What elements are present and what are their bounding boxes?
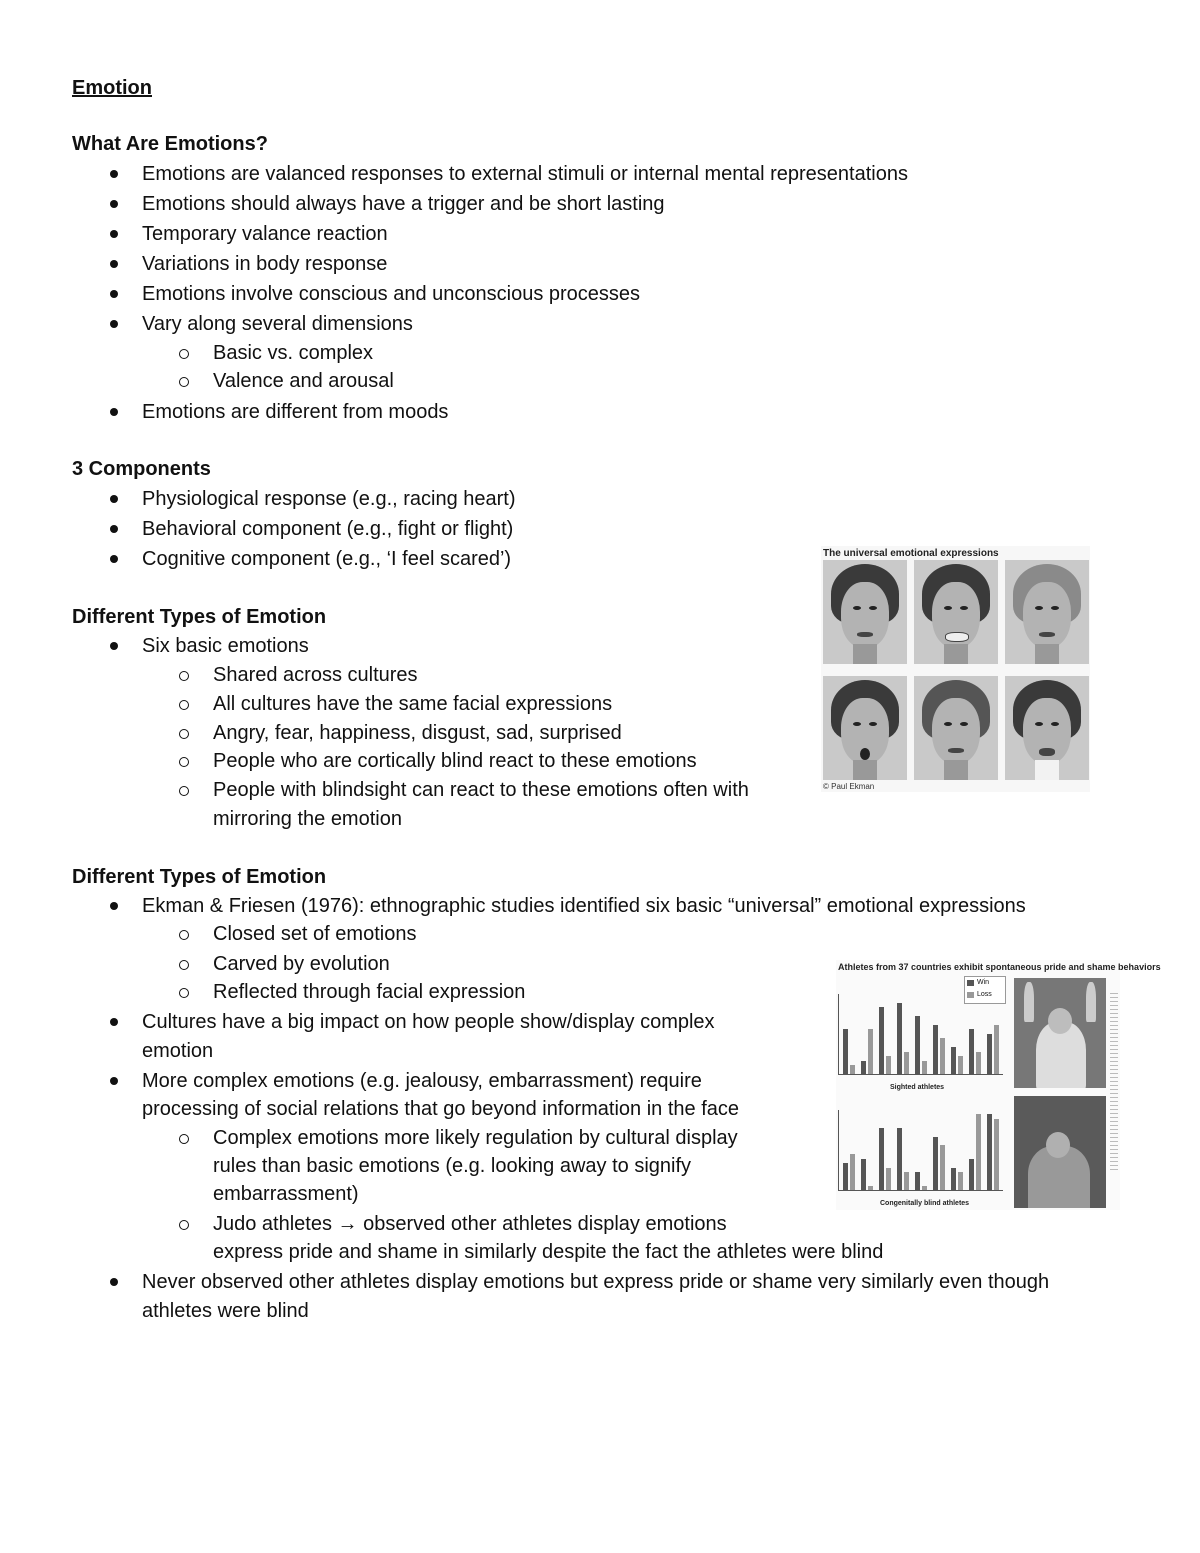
bar-loss [994,1025,999,1074]
figure-credit: © Paul Ekman [823,782,875,791]
sub-list-item-continuation: rules than basic emotions (e.g. looking away to signify [213,1155,692,1177]
section-heading-types-of-emotion: Different Types of Emotion [72,606,327,628]
bar-win [933,1137,938,1190]
sub-list-item: All cultures have the same facial expressions [213,692,612,716]
list-item: Emotions should always have a trigger and be short lasting [142,192,665,216]
list-item: Vary along several dimensions [142,312,413,336]
face-photo [1005,676,1089,780]
bar-win [969,1159,974,1190]
figure-caption: The universal emotional expressions [823,548,999,559]
bar-loss [850,1065,855,1074]
bar-win [879,1007,884,1074]
list-item: Behavioral component (e.g., fight or flight) [142,517,513,541]
bar-chart-blind [838,1110,1003,1191]
sub-list-item-continuation: express pride and shame in similarly despite the fact the athletes were blind [213,1241,884,1263]
bar-loss [904,1172,909,1190]
list-item: Emotions are different from moods [142,400,448,424]
list-item: Emotions involve conscious and unconscious processes [142,282,640,306]
bar-loss [976,1114,981,1190]
sub-list-item: Closed set of emotions [213,922,416,946]
bar-win [987,1114,992,1190]
sub-list-item: Judo athletes → observed other athletes display emotions [213,1212,727,1236]
bar-win [843,1029,848,1074]
figure-side-text [1110,990,1118,1170]
bar-chart-sighted [838,994,1003,1075]
bar-loss [958,1056,963,1074]
face-photo [823,560,907,664]
bar-win [951,1047,956,1074]
bar-loss [886,1056,891,1074]
bar-loss [868,1186,873,1190]
chart-xlabel: Congenitally blind athletes [880,1200,970,1207]
list-item: Cultures have a big impact on how people show/display complex [142,1010,715,1034]
bar-loss [868,1029,873,1074]
bar-win [915,1016,920,1074]
bar-win [897,1003,902,1074]
bar-win [933,1025,938,1074]
list-item: Physiological response (e.g., racing heart) [142,487,516,511]
list-item: More complex emotions (e.g. jealousy, embarrassment) require [142,1069,702,1093]
legend-swatch-win [967,980,974,986]
bar-win [861,1159,866,1190]
bar-win [897,1128,902,1190]
list-item: Temporary valance reaction [142,222,388,246]
section-heading-what-are-emotions: What Are Emotions? [72,133,268,155]
sub-list-item-continuation: embarrassment) [213,1183,359,1205]
face-photo [914,676,998,780]
bar-win [951,1168,956,1190]
face-photo [823,676,907,780]
legend-label: Win [977,979,990,986]
bar-loss [940,1038,945,1074]
sub-list-item: Reflected through facial expression [213,980,525,1004]
bar-loss [886,1168,891,1190]
list-item: Emotions are valanced responses to external stimuli or internal mental representations [142,162,908,186]
face-photo [914,560,998,664]
section-heading-types-of-emotion-2: Different Types of Emotion [72,866,327,888]
bar-win [861,1061,866,1074]
section-heading-components: 3 Components [72,458,211,480]
bar-win [879,1128,884,1190]
list-item: Six basic emotions [142,634,309,658]
list-item: Never observed other athletes display emotions but express pride or shame very similarly even though [142,1270,1049,1294]
chart-xlabel: Sighted athletes [890,1084,945,1091]
figure-universal-expressions [821,546,1090,792]
list-item-continuation: athletes were blind [142,1300,309,1322]
list-item: Cognitive component (e.g., ‘I feel scared’) [142,547,511,571]
figure-caption: Athletes from 37 countries exhibit spontaneous pride and shame behaviors [838,962,1161,972]
sub-list-item: People with blindsight can react to these emotions often with [213,778,749,802]
list-item: Ekman & Friesen (1976): ethnographic studies identified six basic “universal” emotional expressions [142,894,1026,918]
sub-list-item: People who are cortically blind react to these emotions [213,749,697,773]
face-photo [1005,560,1089,664]
sub-list-item: Valence and arousal [213,369,394,393]
sub-list-item: Carved by evolution [213,952,390,976]
page-title: Emotion [72,77,152,99]
bar-win [987,1034,992,1074]
bar-loss [922,1186,927,1190]
bar-loss [922,1061,927,1074]
figure-athletes [836,960,1161,1210]
bar-loss [850,1154,855,1190]
athlete-photo [1014,978,1106,1088]
athlete-photo [1014,1096,1106,1208]
bar-loss [940,1145,945,1190]
bar-loss [994,1119,999,1190]
sub-list-item: Basic vs. complex [213,341,373,365]
bar-win [915,1172,920,1190]
bar-loss [958,1172,963,1190]
sub-list-item: Shared across cultures [213,663,418,687]
bar-loss [904,1052,909,1074]
legend-label: Loss [977,991,992,998]
bar-win [843,1163,848,1190]
bar-loss [976,1052,981,1074]
list-item-continuation: processing of social relations that go beyond information in the face [142,1098,740,1120]
sub-list-item: Angry, fear, happiness, disgust, sad, surprised [213,721,622,745]
list-item: Variations in body response [142,252,387,276]
sub-list-item-continuation: mirroring the emotion [213,808,402,830]
list-item-continuation: emotion [142,1040,214,1062]
sub-list-item: Complex emotions more likely regulation by cultural display [213,1126,738,1150]
bar-win [969,1029,974,1074]
